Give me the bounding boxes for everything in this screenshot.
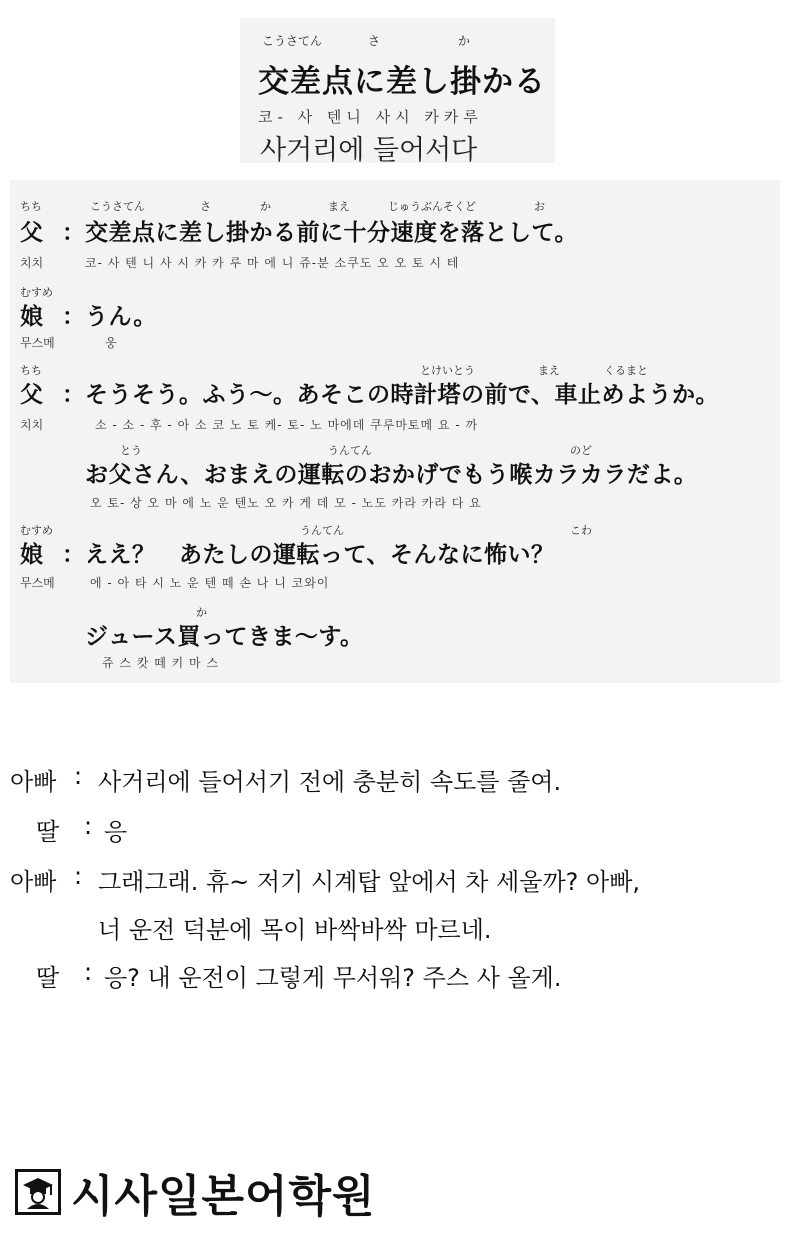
- line-reading: 오 토- 상 오 마 에 노 운 텐노 오 카 게 데 모 - 노도 카라 카라 다 요: [90, 496, 482, 510]
- title-phrase: 交差点に差し掛かる: [258, 64, 546, 100]
- line-furigana: お: [534, 200, 545, 213]
- speaker-daughter: 娘: [20, 542, 43, 568]
- speaker-father: 父: [20, 220, 43, 246]
- line-reading: 웅: [105, 336, 118, 350]
- speaker-furigana: ちち: [20, 200, 42, 213]
- line-furigana: まえ: [328, 200, 350, 213]
- speaker-reading: 무스메: [20, 576, 55, 590]
- title-card: [240, 18, 555, 166]
- speaker-daughter: 娘: [20, 304, 43, 330]
- translation-text: 응? 내 운전이 그렇게 무서워? 주스 사 올게.: [104, 964, 562, 992]
- title-korean: 사거리에 들어서다: [260, 135, 478, 166]
- line-furigana: のど: [570, 444, 592, 457]
- school-name: 시사일본어학원: [71, 1171, 376, 1222]
- title-furigana-kousaten: こうさてん: [262, 34, 323, 48]
- title-furigana-sa: さ: [368, 34, 381, 48]
- line-furigana: じゅうぶんそくど: [388, 200, 476, 213]
- line-furigana: か: [196, 606, 207, 619]
- dialogue-line: うん。: [85, 304, 157, 330]
- line-furigana: か: [260, 200, 271, 213]
- dialogue-line: お父さん、おまえの運転のおかげでもう喉カラカラだよ。: [85, 462, 698, 488]
- line-furigana: とけいとう: [420, 364, 475, 377]
- line-furigana: うんてん: [328, 444, 372, 457]
- line-furigana: とう: [120, 444, 142, 457]
- dialogue-line: そうそう。ふう～。あそこの時計塔の前で、車止めようか。: [85, 382, 720, 408]
- graduate-icon: [15, 1169, 61, 1215]
- line-furigana: こわ: [570, 524, 592, 537]
- speaker-colon: ：: [62, 382, 85, 408]
- line-reading: 소 - 소 - 후 - 아 소 코 노 토 케- 토- 노 마에데 쿠루마토메 요 - 까: [95, 418, 479, 432]
- translation-speaker: 딸: [36, 964, 60, 992]
- dialogue-card: [10, 180, 780, 683]
- school-logo: [15, 1162, 376, 1222]
- speaker-colon: ：: [62, 304, 85, 330]
- translation-speaker: 아빠: [10, 768, 57, 796]
- translation-speaker: 딸: [36, 818, 60, 846]
- speaker-reading: 치치: [20, 256, 44, 270]
- speaker-furigana: むすめ: [20, 524, 53, 537]
- line-furigana: うんてん: [300, 524, 344, 537]
- dialogue-line: 交差点に差し掛かる前に十分速度を落として。: [85, 220, 579, 246]
- speaker-colon: ：: [62, 542, 85, 568]
- translation-text: 응: [104, 818, 128, 846]
- translation-colon: :: [74, 862, 83, 890]
- translation-colon: :: [84, 812, 93, 840]
- speaker-father: 父: [20, 382, 43, 408]
- line-furigana: こうさてん: [90, 200, 145, 213]
- title-reading: 코- 사 텐니 사시 카카루: [258, 108, 483, 126]
- line-furigana: さ: [200, 200, 211, 213]
- line-furigana: まえ: [538, 364, 560, 377]
- speaker-reading: 치치: [20, 418, 44, 432]
- dialogue-line: ええ？ あたしの運転って、そんなに怖い？: [85, 542, 555, 568]
- translation-colon: :: [84, 958, 93, 986]
- translation-text: 그래그래. 휴~ 저기 시계탑 앞에서 차 세울까? 아빠,: [98, 868, 641, 896]
- speaker-reading: 무스메: [20, 336, 55, 350]
- line-furigana: くるまと: [604, 364, 648, 377]
- translation-colon: :: [74, 762, 83, 790]
- speaker-colon: ：: [62, 220, 85, 246]
- speaker-furigana: むすめ: [20, 286, 53, 299]
- line-reading: 에 - 아 타 시 노 운 텐 떼 손 나 니 코와이: [90, 576, 330, 590]
- translation-text: 너 운전 덕분에 목이 바싹바싹 마르네.: [98, 916, 492, 944]
- line-reading: 코- 사 텐 니 사 시 카 카 루 마 에 니 쥬-분 소쿠도 오 오 토 시 테: [85, 256, 460, 270]
- line-reading: 쥬 스 캇 떼 키 마 스: [102, 656, 220, 670]
- dialogue-line: ジュース買ってきま～す。: [85, 624, 364, 650]
- title-furigana-ka: か: [458, 34, 471, 48]
- translation-text: 사거리에 들어서기 전에 충분히 속도를 줄여.: [98, 768, 562, 796]
- translation-speaker: 아빠: [10, 868, 57, 896]
- speaker-furigana: ちち: [20, 364, 42, 377]
